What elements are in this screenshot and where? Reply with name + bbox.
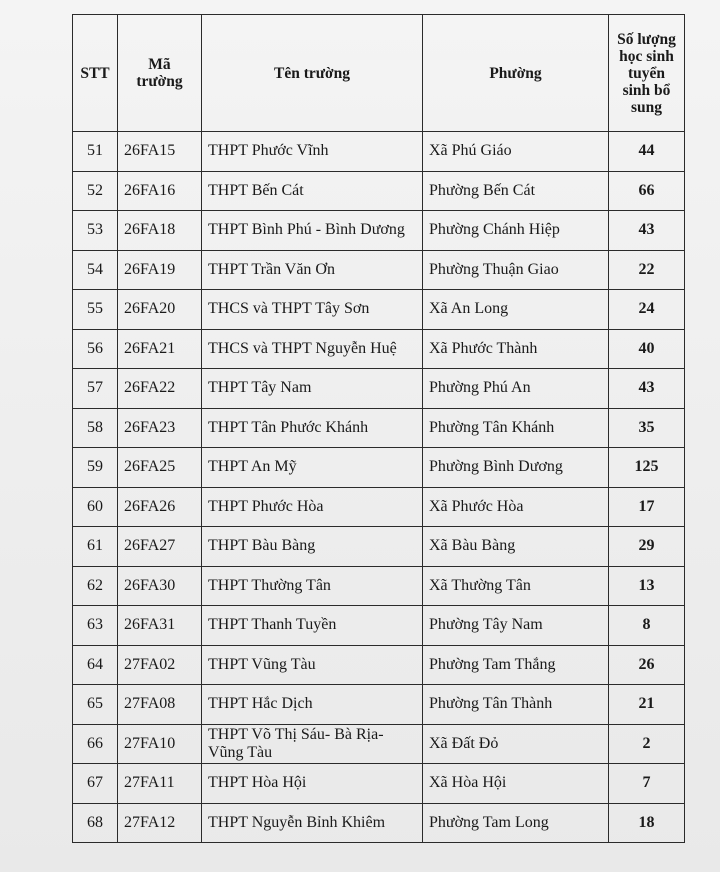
- cell-school-code: 26FA22: [118, 369, 202, 409]
- cell-ward: Phường Tam Thắng: [423, 645, 609, 685]
- cell-school-name: THPT Tân Phước Khánh: [202, 408, 423, 448]
- table-row: [73, 487, 685, 527]
- cell-ward: Phường Bình Dương: [423, 448, 609, 488]
- cell-school-name: THCS và THPT Nguyễn Huệ: [202, 329, 423, 369]
- cell-ward: Xã Phước Thành: [423, 329, 609, 369]
- cell-student-count: 66: [609, 171, 685, 211]
- table-row: [73, 685, 685, 725]
- cell-school-name: THPT Phước Hòa: [202, 487, 423, 527]
- cell-school-name: THPT Bàu Bàng: [202, 527, 423, 567]
- table-row: [73, 448, 685, 488]
- cell-school-code: 26FA23: [118, 408, 202, 448]
- cell-school-name: THPT Tây Nam: [202, 369, 423, 409]
- cell-stt: 59: [73, 448, 118, 488]
- cell-stt: 61: [73, 527, 118, 567]
- cell-student-count: 29: [609, 527, 685, 567]
- table-row: [73, 527, 685, 567]
- cell-school-name: THPT Nguyễn Bỉnh Khiêm: [202, 803, 423, 843]
- cell-school-code: 27FA08: [118, 685, 202, 725]
- cell-school-code: 26FA30: [118, 566, 202, 606]
- cell-ward: Xã Thường Tân: [423, 566, 609, 606]
- cell-school-code: 27FA10: [118, 724, 202, 764]
- header-school-name: Tên trường: [202, 15, 423, 132]
- cell-stt: 51: [73, 132, 118, 172]
- cell-stt: 55: [73, 290, 118, 330]
- cell-stt: 62: [73, 566, 118, 606]
- table-body: [73, 132, 685, 843]
- cell-student-count: 21: [609, 685, 685, 725]
- cell-ward: Phường Tam Long: [423, 803, 609, 843]
- cell-school-code: 26FA16: [118, 171, 202, 211]
- cell-student-count: 17: [609, 487, 685, 527]
- cell-school-code: 27FA12: [118, 803, 202, 843]
- table-row: [73, 803, 685, 843]
- table-row: [73, 329, 685, 369]
- header-school-code: Mã trường: [118, 15, 202, 132]
- cell-student-count: 40: [609, 329, 685, 369]
- cell-stt: 54: [73, 250, 118, 290]
- table-row: [73, 211, 685, 251]
- cell-stt: 65: [73, 685, 118, 725]
- cell-stt: 53: [73, 211, 118, 251]
- cell-ward: Xã Hòa Hội: [423, 764, 609, 804]
- cell-ward: Phường Tân Thành: [423, 685, 609, 725]
- cell-stt: 63: [73, 606, 118, 646]
- cell-student-count: 43: [609, 211, 685, 251]
- table-row: [73, 369, 685, 409]
- cell-stt: 67: [73, 764, 118, 804]
- header-row: [73, 15, 685, 132]
- table-row: [73, 132, 685, 172]
- cell-student-count: 43: [609, 369, 685, 409]
- cell-school-name: THCS và THPT Tây Sơn: [202, 290, 423, 330]
- cell-school-code: 27FA02: [118, 645, 202, 685]
- cell-ward: Phường Thuận Giao: [423, 250, 609, 290]
- cell-student-count: 125: [609, 448, 685, 488]
- cell-school-name: THPT An Mỹ: [202, 448, 423, 488]
- school-admission-table: [72, 14, 685, 843]
- cell-school-name: THPT Phước Vĩnh: [202, 132, 423, 172]
- cell-school-name: THPT Trần Văn Ơn: [202, 250, 423, 290]
- table-row: [73, 290, 685, 330]
- table-row: [73, 171, 685, 211]
- cell-ward: Xã An Long: [423, 290, 609, 330]
- cell-stt: 57: [73, 369, 118, 409]
- cell-school-code: 26FA31: [118, 606, 202, 646]
- cell-school-code: 27FA11: [118, 764, 202, 804]
- cell-school-name: THPT Thanh Tuyền: [202, 606, 423, 646]
- cell-ward: Phường Tân Khánh: [423, 408, 609, 448]
- cell-school-code: 26FA18: [118, 211, 202, 251]
- cell-student-count: 7: [609, 764, 685, 804]
- cell-ward: Phường Phú An: [423, 369, 609, 409]
- cell-ward: Xã Phú Giáo: [423, 132, 609, 172]
- cell-student-count: 35: [609, 408, 685, 448]
- cell-student-count: 44: [609, 132, 685, 172]
- cell-ward: Xã Bàu Bàng: [423, 527, 609, 567]
- table-row: [73, 645, 685, 685]
- cell-student-count: 22: [609, 250, 685, 290]
- cell-school-name: THPT Bình Phú - Bình Dương: [202, 211, 423, 251]
- table-row: [73, 566, 685, 606]
- cell-school-name: THPT Bến Cát: [202, 171, 423, 211]
- cell-school-name: THPT Hòa Hội: [202, 764, 423, 804]
- cell-stt: 52: [73, 171, 118, 211]
- cell-stt: 66: [73, 724, 118, 764]
- cell-student-count: 13: [609, 566, 685, 606]
- cell-ward: Phường Bến Cát: [423, 171, 609, 211]
- table-row: [73, 408, 685, 448]
- cell-ward: Phường Tây Nam: [423, 606, 609, 646]
- table-header: [73, 15, 685, 132]
- cell-school-code: 26FA19: [118, 250, 202, 290]
- table-row: [73, 250, 685, 290]
- cell-school-name: THPT Võ Thị Sáu- Bà Rịa-Vũng Tàu: [202, 724, 423, 764]
- cell-student-count: 24: [609, 290, 685, 330]
- cell-stt: 68: [73, 803, 118, 843]
- cell-school-name: THPT Vũng Tàu: [202, 645, 423, 685]
- cell-school-code: 26FA25: [118, 448, 202, 488]
- cell-student-count: 8: [609, 606, 685, 646]
- cell-school-code: 26FA26: [118, 487, 202, 527]
- cell-school-name: THPT Hắc Dịch: [202, 685, 423, 725]
- header-student-count: Số lượng học sinh tuyển sinh bổ sung: [609, 15, 685, 132]
- cell-stt: 56: [73, 329, 118, 369]
- table-row: [73, 606, 685, 646]
- table-row: [73, 724, 685, 764]
- cell-school-code: 26FA20: [118, 290, 202, 330]
- cell-student-count: 18: [609, 803, 685, 843]
- cell-student-count: 26: [609, 645, 685, 685]
- cell-ward: Phường Chánh Hiệp: [423, 211, 609, 251]
- cell-ward: Xã Phước Hòa: [423, 487, 609, 527]
- cell-school-name: THPT Thường Tân: [202, 566, 423, 606]
- table-row: [73, 764, 685, 804]
- cell-stt: 60: [73, 487, 118, 527]
- header-stt: STT: [73, 15, 118, 132]
- cell-stt: 64: [73, 645, 118, 685]
- cell-school-code: 26FA15: [118, 132, 202, 172]
- cell-stt: 58: [73, 408, 118, 448]
- cell-school-code: 26FA27: [118, 527, 202, 567]
- cell-student-count: 2: [609, 724, 685, 764]
- header-ward: Phường: [423, 15, 609, 132]
- cell-school-code: 26FA21: [118, 329, 202, 369]
- cell-ward: Xã Đất Đỏ: [423, 724, 609, 764]
